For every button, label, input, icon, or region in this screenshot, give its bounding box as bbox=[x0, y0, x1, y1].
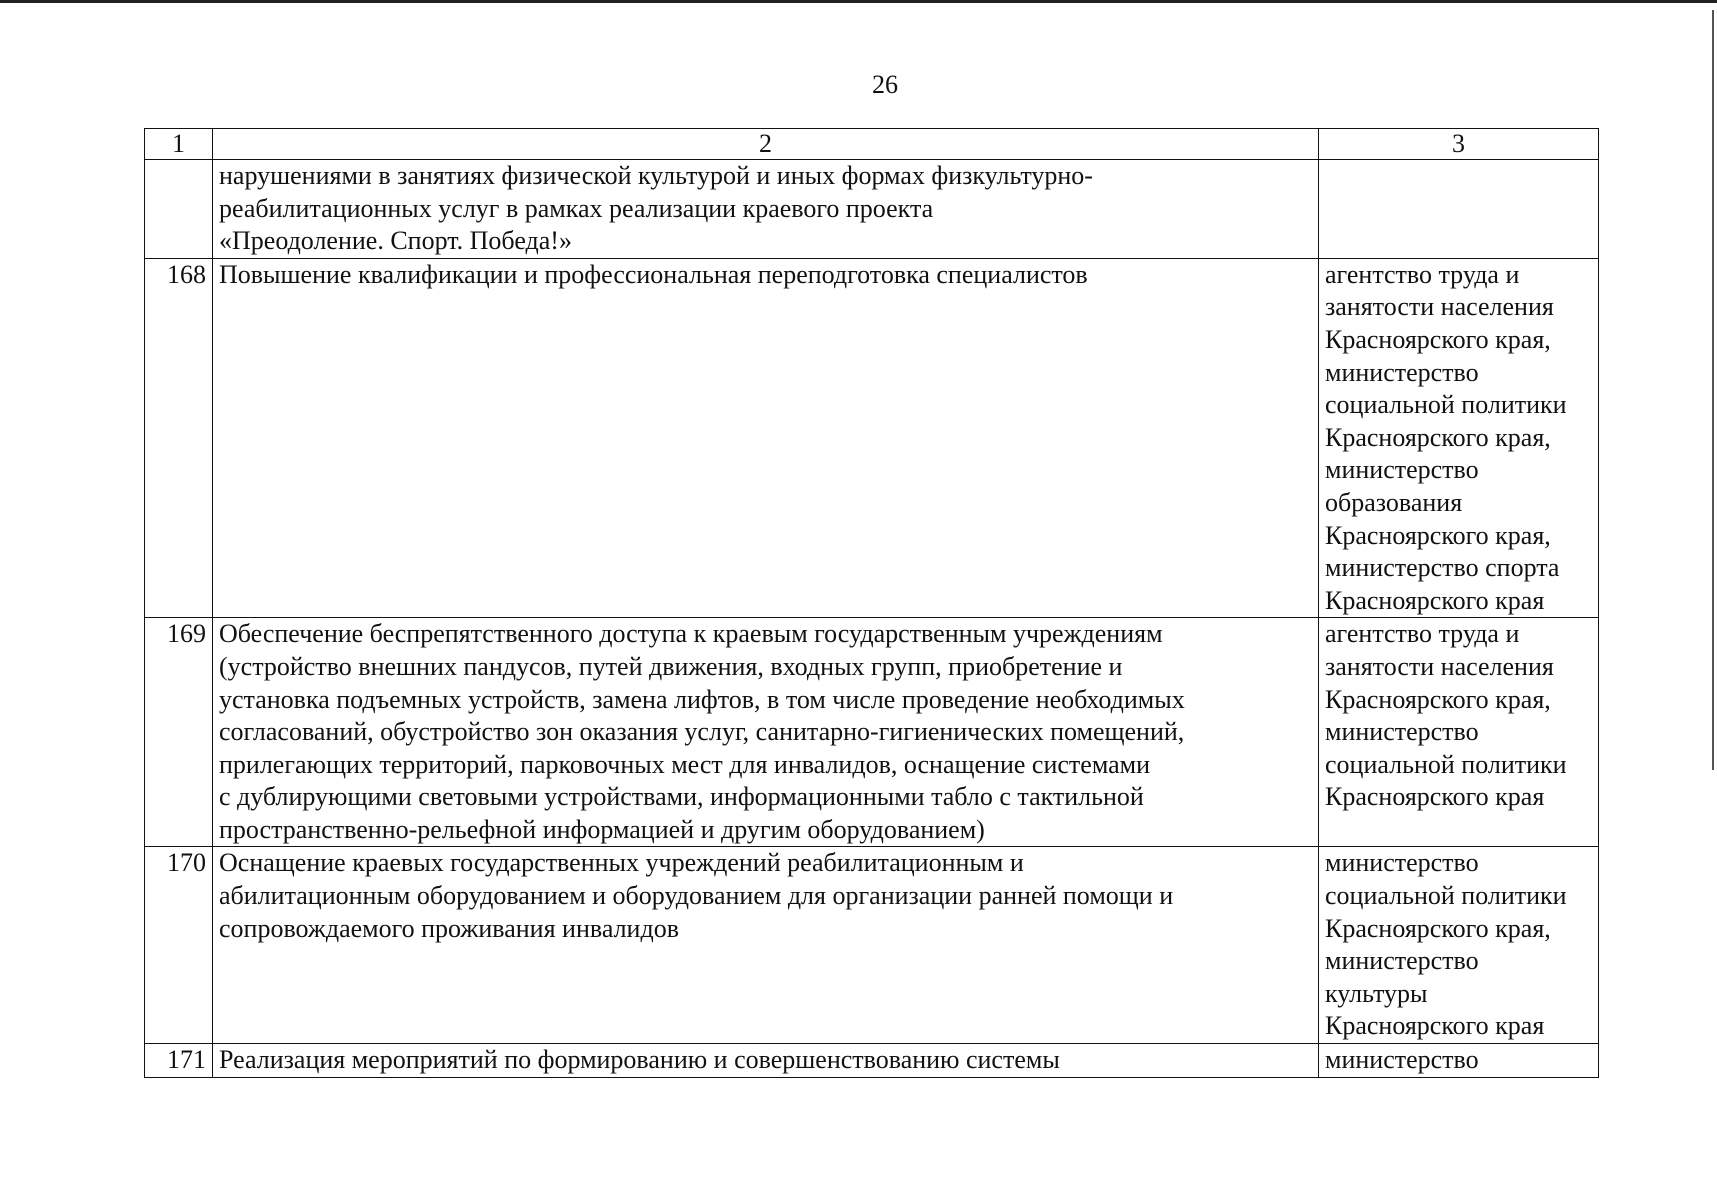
row-number bbox=[145, 160, 213, 259]
measures-table bbox=[144, 128, 1599, 1078]
responsible-line: Красноярского края, bbox=[1325, 324, 1551, 354]
responsible-line: Красноярского края, bbox=[1325, 520, 1551, 550]
row-number: 171 bbox=[145, 1044, 213, 1078]
description-line: Повышение квалификации и профессиональная переподготовка специалистов bbox=[219, 259, 1088, 289]
responsible-line: министерство bbox=[1325, 946, 1479, 976]
responsible-line: Красноярского края, bbox=[1325, 422, 1551, 452]
description-line: пространственно-рельефной информацией и другим оборудованием) bbox=[219, 814, 985, 844]
row-responsible bbox=[1319, 847, 1599, 1044]
responsible-line: министерство bbox=[1325, 455, 1479, 485]
table-row bbox=[145, 160, 1599, 259]
row-number: 170 bbox=[145, 847, 213, 1044]
responsible-line: агентство труда и bbox=[1325, 259, 1520, 289]
table-header-row bbox=[145, 129, 1599, 160]
description-line: установка подъемных устройств, замена лифтов, в том числе проведение необходимых bbox=[219, 684, 1185, 714]
row-description bbox=[213, 847, 1319, 1044]
description-line: Оснащение краевых государственных учреждений реабилитационным и bbox=[219, 848, 1024, 878]
description-line: Обеспечение беспрепятственного доступа к краевым государственным учреждениям bbox=[219, 619, 1163, 649]
row-number: 168 bbox=[145, 258, 213, 618]
responsible-line: министерство bbox=[1325, 1045, 1479, 1075]
row-responsible bbox=[1319, 160, 1599, 259]
description-line: (устройство внешних пандусов, путей движения, входных групп, приобретение и bbox=[219, 651, 1123, 681]
responsible-line: агентство труда и bbox=[1325, 619, 1520, 649]
description-line: абилитационным оборудованием и оборудованием для организации ранней помощи и bbox=[219, 881, 1174, 911]
responsible-line: министерство bbox=[1325, 717, 1479, 747]
description-line: нарушениями в занятиях физической культурой и иных формах физкультурно- bbox=[219, 161, 1093, 190]
row-description bbox=[213, 258, 1319, 618]
table-row bbox=[145, 618, 1599, 847]
description-line: согласований, обустройство зон оказания услуг, санитарно-гигиенических помещений, bbox=[219, 717, 1185, 747]
header-col-1: 1 bbox=[145, 129, 213, 160]
responsible-line: культуры bbox=[1325, 978, 1428, 1008]
header-col-3: 3 bbox=[1319, 129, 1599, 160]
table-row bbox=[145, 847, 1599, 1044]
responsible-line: министерство спорта bbox=[1325, 553, 1560, 583]
description-line: прилегающих территорий, парковочных мест для инвалидов, оснащение системами bbox=[219, 749, 1150, 779]
responsible-line: министерство bbox=[1325, 848, 1479, 878]
row-number: 169 bbox=[145, 618, 213, 847]
page-number: 26 bbox=[872, 70, 898, 99]
responsible-line: социальной политики bbox=[1325, 749, 1567, 779]
responsible-line: Красноярского края bbox=[1325, 782, 1545, 812]
responsible-line: социальной политики bbox=[1325, 390, 1567, 420]
description-line: Реализация мероприятий по формированию и совершенствованию системы bbox=[219, 1045, 1060, 1075]
table-row bbox=[145, 1044, 1599, 1078]
responsible-line: занятости населения bbox=[1325, 651, 1554, 681]
row-description bbox=[213, 1044, 1319, 1078]
description-line: с дублирующими световыми устройствами, информационными табло с тактильной bbox=[219, 782, 1144, 812]
description-line: сопровождаемого проживания инвалидов bbox=[219, 913, 679, 943]
responsible-line: образования bbox=[1325, 487, 1463, 517]
responsible-line: министерство bbox=[1325, 357, 1479, 387]
responsible-line: социальной политики bbox=[1325, 881, 1567, 911]
row-responsible bbox=[1319, 618, 1599, 847]
top-edge-line bbox=[0, 0, 1717, 3]
right-edge-line bbox=[1712, 10, 1714, 770]
description-line: реабилитационных услуг в рамках реализации краевого проекта bbox=[219, 193, 934, 223]
table-row bbox=[145, 258, 1599, 618]
responsible-line: Красноярского края, bbox=[1325, 684, 1551, 714]
responsible-line: Красноярского края bbox=[1325, 1011, 1545, 1041]
description-line: «Преодоление. Спорт. Победа!» bbox=[219, 226, 572, 256]
responsible-line: Красноярского края bbox=[1325, 585, 1545, 615]
row-description bbox=[213, 618, 1319, 847]
row-responsible bbox=[1319, 258, 1599, 618]
row-description bbox=[213, 160, 1319, 259]
row-responsible bbox=[1319, 1044, 1599, 1078]
header-col-2: 2 bbox=[213, 129, 1319, 160]
responsible-line: Красноярского края, bbox=[1325, 913, 1551, 943]
responsible-line: занятости населения bbox=[1325, 292, 1554, 322]
